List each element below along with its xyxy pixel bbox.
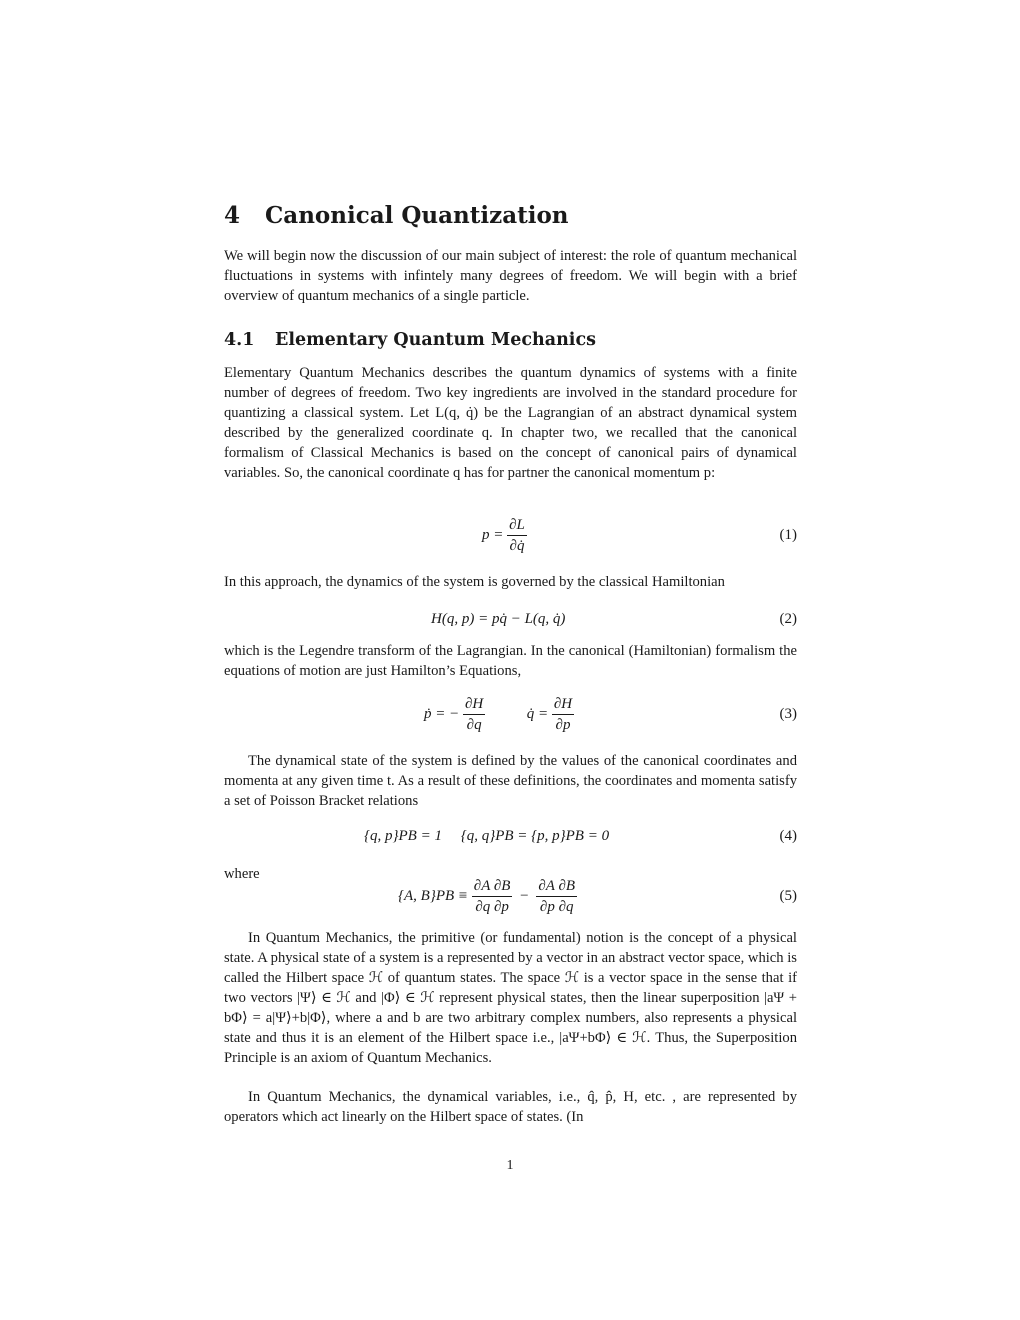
subsection-title <box>224 330 596 350</box>
equation-2 <box>224 611 797 633</box>
eq2-label: (2) <box>779 611 797 627</box>
eq5-fraction-2 <box>536 876 577 917</box>
equation-1 <box>224 515 797 559</box>
eq3-denominator-1: ∂q <box>466 717 482 733</box>
eq3-lhs-1: ṗ = − <box>424 706 460 722</box>
equation-3 <box>224 694 797 738</box>
eq3-fraction-2 <box>552 694 574 735</box>
paragraph-1: Elementary Quantum Mechanics describes the quantum dynamics of systems with a finite number of degrees of freedom. Two key ingredients are involved in the standard procedure for quantizing a classical system. Let L(q, q̇) be the Lagrangian of an abstract dynamical system described by the generalized coordinate q. In chapter two, we recalled that the canonical formalism of Classical Mechanics is based on the concept of canonical pairs of dynamical variables. So, the canonical coordinate q has for partner the canonical momentum p: <box>224 365 797 481</box>
eq1-fraction <box>507 515 527 556</box>
eq5-fraction-1 <box>472 876 513 917</box>
eq1-numerator: ∂L <box>507 515 527 536</box>
eq3-denominator-2: ∂p <box>555 717 571 733</box>
subsection-number: 4.1 <box>224 330 255 350</box>
eq1-denominator: ∂q̇ <box>509 538 525 554</box>
eq4-label: (4) <box>779 828 797 844</box>
eq5-lhs: {A, B}PB ≡ <box>398 888 469 904</box>
eq3-numerator-1: ∂H <box>463 694 485 715</box>
where-text: where <box>224 866 260 882</box>
equation-5 <box>224 876 797 920</box>
section-title <box>224 202 569 229</box>
eq5-label: (5) <box>779 888 797 904</box>
paragraph-2: In this approach, the dynamics of the system is governed by the classical Hamiltonian <box>224 574 725 590</box>
equation-4 <box>224 828 797 850</box>
eq5-denominator-1: ∂q ∂p <box>475 899 509 915</box>
intro-paragraph: We will begin now the discussion of our main subject of interest: the role of quantum mechanical fluctuations in systems with infintely many degrees of freedom. We will begin with a brief overview of quantum mechanics of a single particle. <box>224 248 797 304</box>
eq5-numerator-1: ∂A ∂B <box>472 876 513 897</box>
page-number: 1 <box>506 1158 514 1173</box>
subsection-title-text: Elementary Quantum Mechanics <box>275 330 596 350</box>
eq5-numerator-2: ∂A ∂B <box>536 876 577 897</box>
paragraph-6: In Quantum Mechanics, the dynamical variables, i.e., q̂, p̂, H, etc. , are represented by operators which act linearly on the Hilbert space of states. (In <box>224 1089 797 1125</box>
eq3-label: (3) <box>779 706 797 722</box>
section-number: 4 <box>224 202 241 229</box>
eq5-minus: − <box>520 888 529 904</box>
eq1-lhs: p = <box>482 527 504 543</box>
eq3-fraction-1 <box>463 694 485 735</box>
eq3-lhs-2: q̇ = <box>526 706 549 722</box>
eq2-text: H(q, p) = pq̇ − L(q, q̇) <box>431 611 566 627</box>
eq3-numerator-2: ∂H <box>552 694 574 715</box>
eq4-text: {q, p}PB = 1 {q, q}PB = {p, p}PB = 0 <box>364 828 610 844</box>
eq5-denominator-2: ∂p ∂q <box>539 899 574 915</box>
section-title-text: Canonical Quantization <box>265 202 569 229</box>
paragraph-4: The dynamical state of the system is defined by the values of the canonical coordinates and momenta at any given time t. As a result of these definitions, the coordinates and momenta satisfy a set of Poisson Bracket relations <box>224 753 797 809</box>
eq1-label: (1) <box>779 527 797 543</box>
paragraph-3: which is the Legendre transform of the Lagrangian. In the canonical (Hamiltonian) formalism the equations of motion are just Hamilton’s Equations, <box>224 643 797 679</box>
paragraph-5: In Quantum Mechanics, the primitive (or fundamental) notion is the concept of a physical state. A physical state of a system is a represented by a vector in an abstract vector space, which is called the Hilbert space ℋ of quantum states. The space ℋ is a vector space in the sense that if two vectors |Ψ⟩ ∈ ℋ and |Φ⟩ ∈ ℋ represent physical states, then the linear superposition |aΨ + bΦ⟩ = a|Ψ⟩+b|Φ⟩, where a and b are two arbitrary complex numbers, also represents a physical state and thus it is an element of the Hilbert space i.e., |aΨ+bΦ⟩ ∈ ℋ. Thus, the Superposition Principle is an axiom of Quantum Mechanics. <box>224 930 797 1066</box>
